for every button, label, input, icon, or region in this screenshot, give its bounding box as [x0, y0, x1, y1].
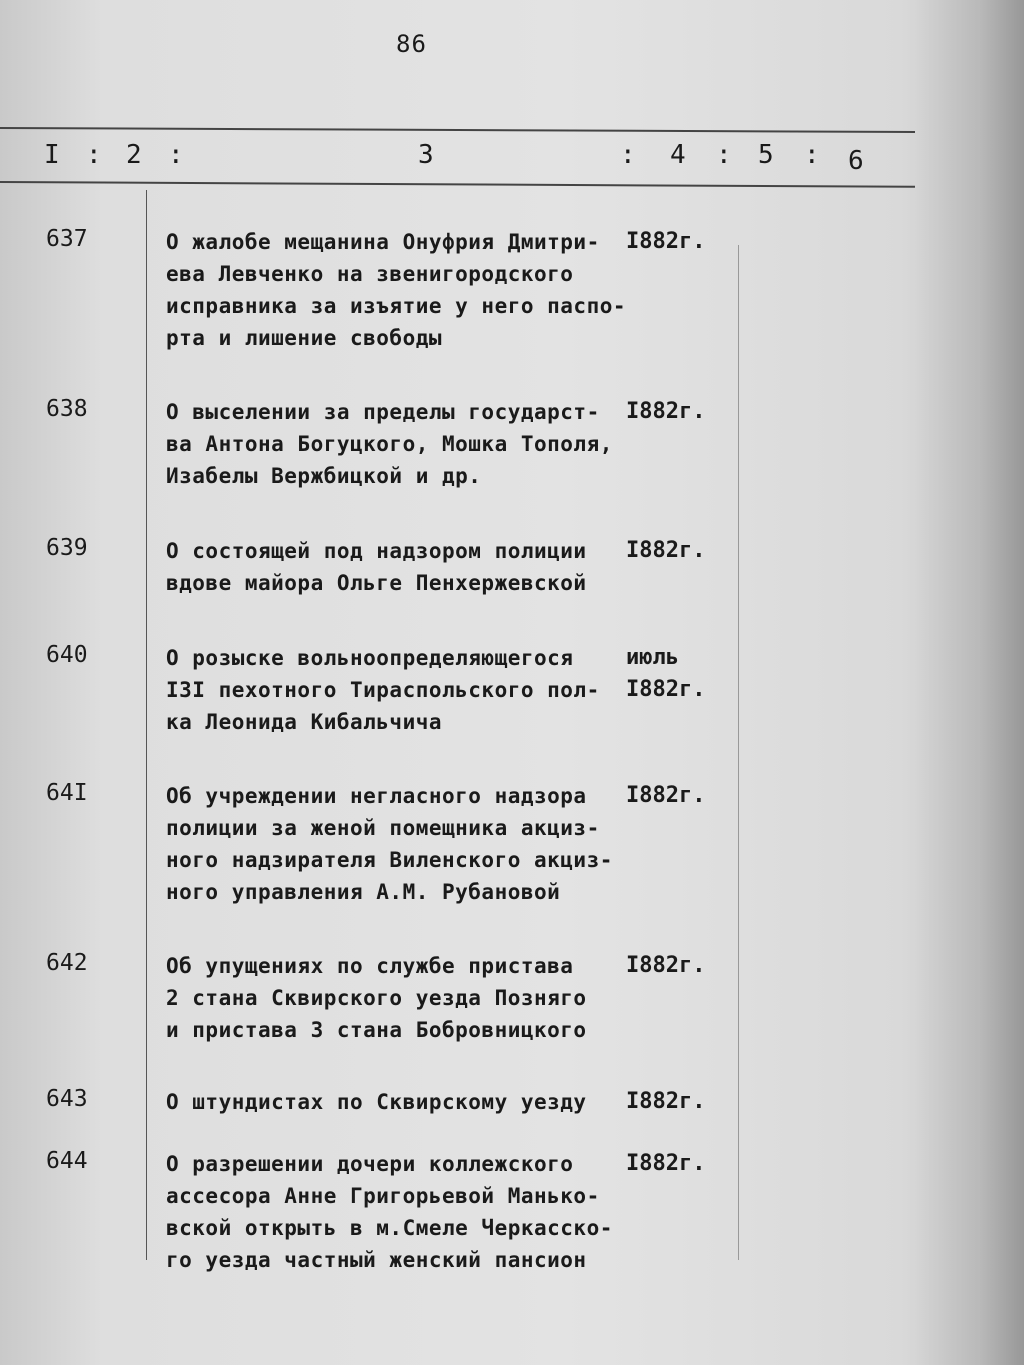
record-number: 64I	[46, 780, 88, 806]
record-title: Об учреждении негласного надзора полиции за женой помещника акциз- ного надзирателя Виленского акциз- ного управления А.М. Рубановой	[166, 784, 613, 904]
header-separator: :	[86, 140, 104, 170]
record-date: I882г.	[626, 229, 706, 254]
header-col-6: 6	[848, 146, 866, 176]
record-number: 639	[46, 535, 88, 561]
record-number: 642	[46, 950, 88, 976]
header-col-1: I	[44, 140, 62, 170]
record-title: О розыске вольноопределяющегося I3I пехотного Тираспольского пол- ка Леонида Кибальчича	[166, 646, 600, 734]
record-number: 643	[46, 1086, 88, 1112]
page-shadow	[914, 0, 1024, 1365]
header-separator: :	[804, 140, 822, 170]
record-title: О состоящей под надзором полиции вдове майора Ольге Пенхержевской	[166, 539, 587, 595]
record-date: I882г.	[626, 1151, 706, 1176]
record-title: О штундистах по Сквирскому уезду	[166, 1090, 587, 1114]
record-date: I882г.	[626, 538, 706, 563]
record-number: 638	[46, 396, 88, 422]
record-date: I882г.	[626, 399, 706, 424]
record-date: июль I882г.	[626, 645, 706, 702]
record-title: Об упущениях по службе пристава 2 стана Сквирского уезда Позняго и пристава 3 стана Бобровницкого	[166, 954, 587, 1042]
column-divider	[146, 190, 147, 1260]
column-divider	[738, 245, 739, 1260]
header-separator: :	[716, 140, 734, 170]
record-title: О выселении за пределы государст- ва Антона Богуцкого, Мошка Тополя, Изабелы Вержбицкой и др.	[166, 400, 613, 488]
record-number: 640	[46, 642, 88, 668]
record-date: I882г.	[626, 783, 706, 808]
record-title: О разрешении дочери коллежского ассесора Анне Григорьевой Манько- вской открыть в м.Смеле Черкасско- го уезда частный женский пансион	[166, 1152, 613, 1272]
page-number: 86	[396, 30, 427, 58]
header-separator: :	[168, 140, 186, 170]
header-separator: :	[620, 140, 638, 170]
record-date: I882г.	[626, 953, 706, 978]
header-col-4: 4	[670, 140, 688, 170]
record-title: О жалобе мещанина Онуфрия Дмитри- ева Левченко на звенигородского исправника за изъятие у него паспо- рта и лишение свободы	[166, 230, 627, 350]
record-number: 644	[46, 1148, 88, 1174]
record-number: 637	[46, 226, 88, 252]
header-col-3: 3	[418, 140, 436, 170]
table-header-rule	[0, 181, 915, 188]
table-top-rule	[0, 127, 915, 133]
record-date: I882г.	[626, 1089, 706, 1114]
header-col-5: 5	[758, 140, 776, 170]
header-col-2: 2	[126, 140, 144, 170]
